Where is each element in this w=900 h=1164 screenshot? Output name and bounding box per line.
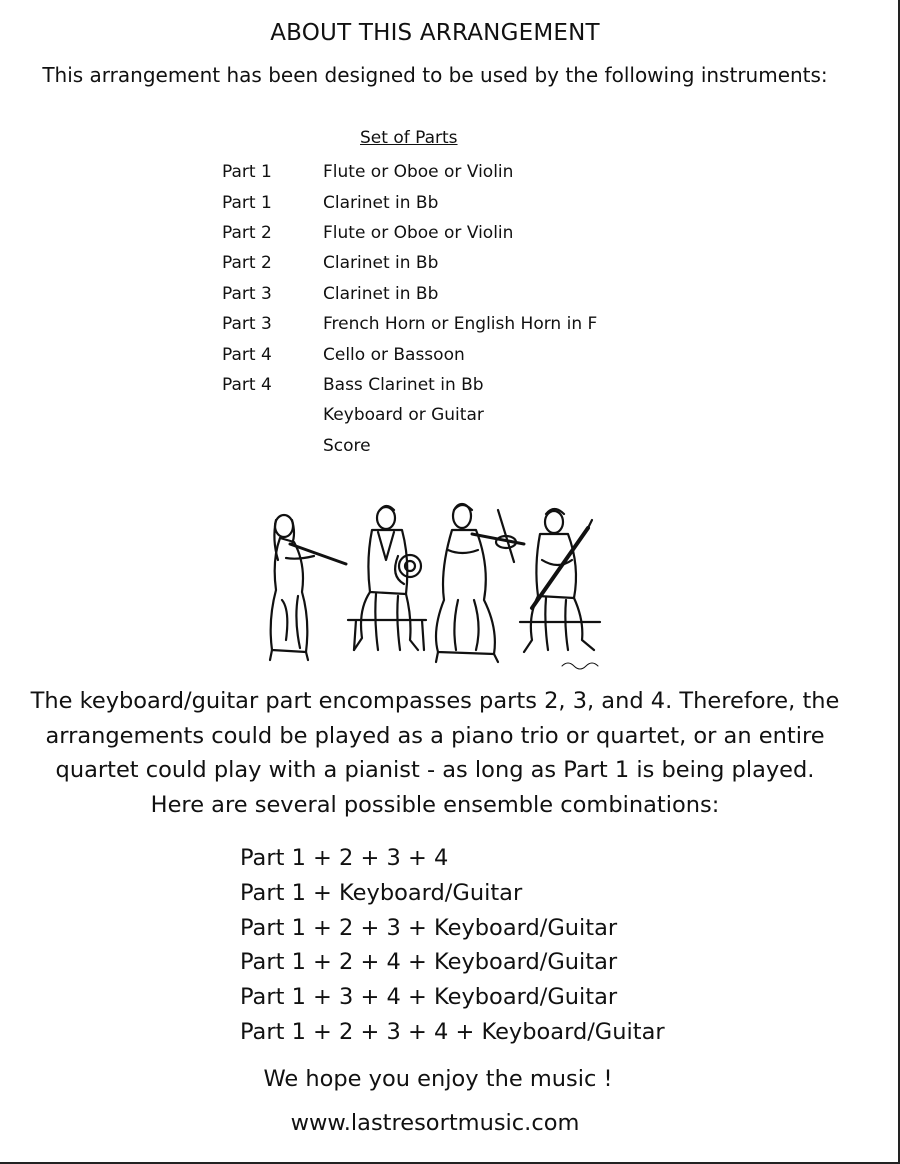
part-number: Part 3 bbox=[222, 283, 272, 304]
bassoonist-figure bbox=[520, 509, 600, 652]
part-instrument: Flute or Oboe or Violin bbox=[323, 162, 514, 183]
list-item bbox=[222, 309, 597, 339]
description-paragraph bbox=[0, 684, 870, 822]
list-item: Part 1 + 2 + 4 + Keyboard/Guitar bbox=[240, 949, 618, 976]
list-item bbox=[222, 157, 597, 187]
set-of-parts-heading: Set of Parts bbox=[360, 128, 458, 148]
part-instrument: French Horn or English Horn in F bbox=[323, 314, 598, 335]
part-number: Part 1 bbox=[222, 192, 272, 213]
list-item bbox=[222, 400, 597, 430]
list-item bbox=[222, 370, 597, 400]
list-item bbox=[222, 187, 597, 217]
part-instrument: Cello or Bassoon bbox=[323, 344, 465, 365]
paragraph-line: Here are several possible ensemble combinations: bbox=[150, 791, 720, 818]
paragraph-line: quartet could play with a pianist - as long as Part 1 is being played. bbox=[55, 757, 815, 783]
list-item bbox=[222, 339, 597, 369]
signature-scribble bbox=[562, 663, 598, 669]
list-item: Part 1 + 2 + 3 + 4 + Keyboard/Guitar bbox=[240, 1018, 665, 1045]
part-number: Part 3 bbox=[222, 314, 272, 335]
violinist-figure bbox=[436, 504, 524, 662]
part-instrument: Clarinet in Bb bbox=[323, 283, 439, 304]
list-item bbox=[222, 279, 597, 309]
ensemble-combinations bbox=[240, 841, 665, 1049]
list-item: Part 1 + 2 + 3 + Keyboard/Guitar bbox=[240, 914, 618, 941]
part-instrument: Flute or Oboe or Violin bbox=[323, 222, 514, 243]
list-item bbox=[222, 218, 597, 248]
part-number: Part 4 bbox=[222, 374, 272, 395]
part-instrument: Bass Clarinet in Bb bbox=[323, 374, 484, 395]
part-instrument: Clarinet in Bb bbox=[323, 192, 439, 213]
part-instrument: Clarinet in Bb bbox=[323, 253, 439, 274]
list-item bbox=[222, 248, 597, 278]
list-item: Part 1 + 3 + 4 + Keyboard/Guitar bbox=[240, 984, 618, 1011]
list-item: Part 1 + 2 + 3 + 4 bbox=[240, 845, 449, 872]
musicians-illustration bbox=[262, 500, 607, 672]
part-instrument: Score bbox=[323, 435, 371, 456]
parts-list bbox=[222, 157, 597, 461]
part-number: Part 2 bbox=[222, 222, 272, 243]
closing-text: We hope you enjoy the music ! bbox=[263, 1066, 613, 1092]
oboist-figure bbox=[270, 515, 346, 660]
list-item: Part 1 + Keyboard/Guitar bbox=[240, 880, 523, 907]
website-url: www.lastresortmusic.com bbox=[290, 1110, 580, 1136]
part-number: Part 1 bbox=[222, 162, 272, 183]
horn-player-figure bbox=[348, 506, 426, 650]
part-number: Part 2 bbox=[222, 253, 272, 274]
part-instrument: Keyboard or Guitar bbox=[323, 405, 484, 426]
page-title: ABOUT THIS ARRANGEMENT bbox=[270, 20, 600, 46]
paragraph-line: arrangements could be played as a piano trio or quartet, or an entire bbox=[45, 722, 825, 749]
list-item bbox=[222, 431, 597, 461]
part-number: Part 4 bbox=[222, 344, 272, 365]
paragraph-line: The keyboard/guitar part encompasses parts 2, 3, and 4. Therefore, the bbox=[30, 688, 840, 714]
intro-text: This arrangement has been designed to be used by the following instruments: bbox=[42, 63, 828, 87]
